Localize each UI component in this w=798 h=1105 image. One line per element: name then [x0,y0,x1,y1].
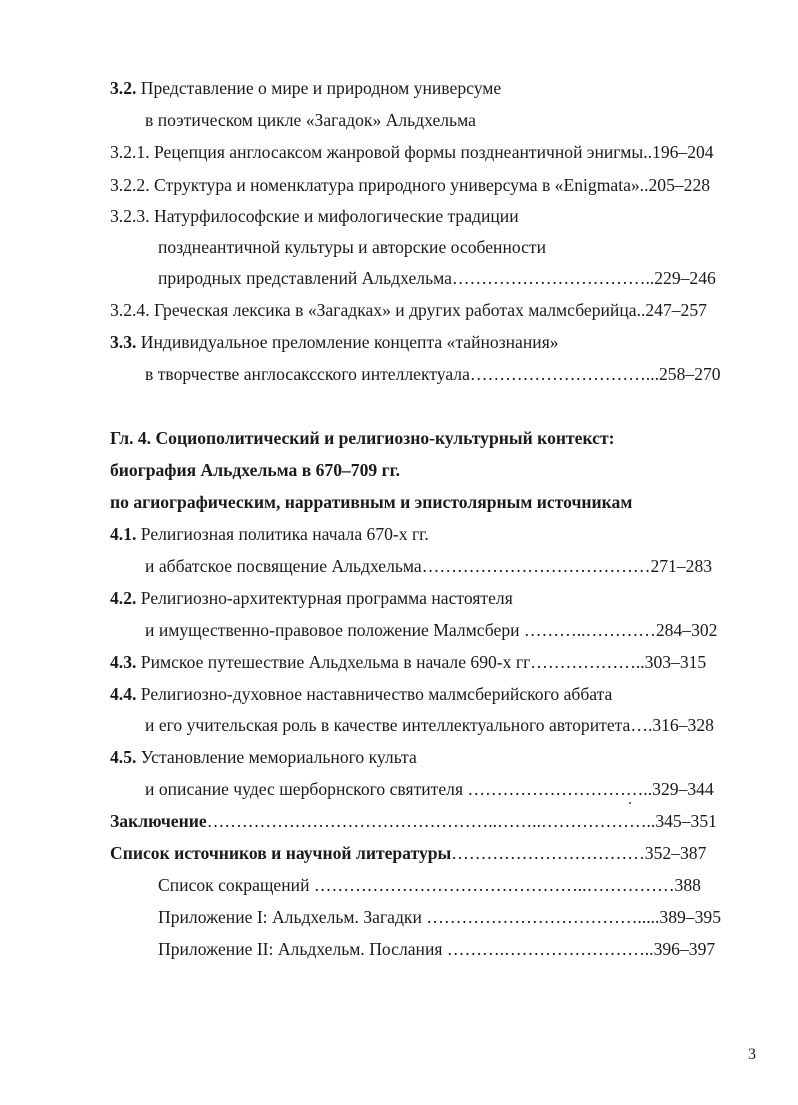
toc-title: Индивидуальное преломление концепта «тайнознания» [136,332,559,352]
toc-entry-3-2-1: 3.2.1. Рецепция англосаксом жанровой формы позднеантичной энигмы..196–204 [110,142,714,162]
toc-appendix-2: Приложение II: Альдхельм. Послания ……….……………………..396–397 [158,939,716,959]
chapter-title-continuation: по агиографическим, нарративным и эпистолярным источникам [110,492,633,512]
page-number: 3 [748,1046,756,1063]
toc-title: Религиозная политика начала 670-х гг. [136,524,429,544]
toc-sources [110,843,706,863]
toc-title: Представление о мире и природном универсуме [136,78,502,98]
toc-title-continuation: в творчестве англосаксского интеллектуала…………………………...258–270 [145,364,721,384]
toc-title: Заключение [110,811,207,831]
toc-title: Религиозно-архитектурная программа настоятеля [136,588,513,608]
toc-title: 3.2.3. Натурфилософские и мифологические традиции [110,206,519,226]
toc-number: 4.1. [110,524,137,544]
toc-number: 4.3. [110,652,137,672]
toc-leader-pages: ……………………………352–387 [451,843,707,863]
toc-title: Установление мемориального культа [136,747,417,767]
scan-speck [629,802,631,804]
toc-title: Список источников и научной литературы [110,843,452,863]
toc-title: Религиозно-духовное наставничество малмсберийского аббата [136,684,613,704]
toc-number: 4.4. [110,684,137,704]
toc-title-continuation: позднеантичной культуры и авторские особенности [158,237,547,257]
toc-title-continuation: и аббатское посвящение Альдхельма…………………………………271–283 [145,556,713,576]
chapter-title: Гл. 4. Социополитический и религиозно-культурный контекст: [110,428,615,448]
toc-entry-3-2-4: 3.2.4. Греческая лексика в «Загадках» и других работах малмсберийца..247–257 [110,300,707,320]
toc-number: 3.3. [110,332,137,352]
toc-leader-pages: …………………………………………..……..………………..345–351 [206,811,717,831]
toc-number: 4.5. [110,747,137,767]
toc-title: Римское путешествие Альдхельма в начале 690-х гг………………..303–315 [136,652,707,672]
chapter-title-continuation: биография Альдхельма в 670–709 гг. [110,460,400,480]
toc-title-continuation: и описание чудес шерборнского святителя …………………………..329–344 [145,779,714,799]
toc-abbreviations: Список сокращений ………………………………………..……………388 [158,875,701,895]
toc-number: 3.2. [110,78,137,98]
toc-title-continuation: в поэтическом цикле «Загадок» Альдхельма [145,110,476,130]
toc-number: 4.2. [110,588,137,608]
toc-title-continuation: природных представлений Альдхельма……………………………..229–246 [158,268,716,288]
toc-appendix-1: Приложение I: Альдхельм. Загадки ……………………………….....389–395 [158,907,721,927]
toc-entry-3-2-2: 3.2.2. Структура и номенклатура природного универсума в «Enigmata»..205–228 [110,175,711,195]
toc-conclusion [110,811,717,831]
toc-title-continuation: и его учительская роль в качестве интеллектуального авторитета….316–328 [145,715,714,735]
toc-title-continuation: и имущественно-правовое положение Малмсбери ………..…………284–302 [145,620,718,640]
